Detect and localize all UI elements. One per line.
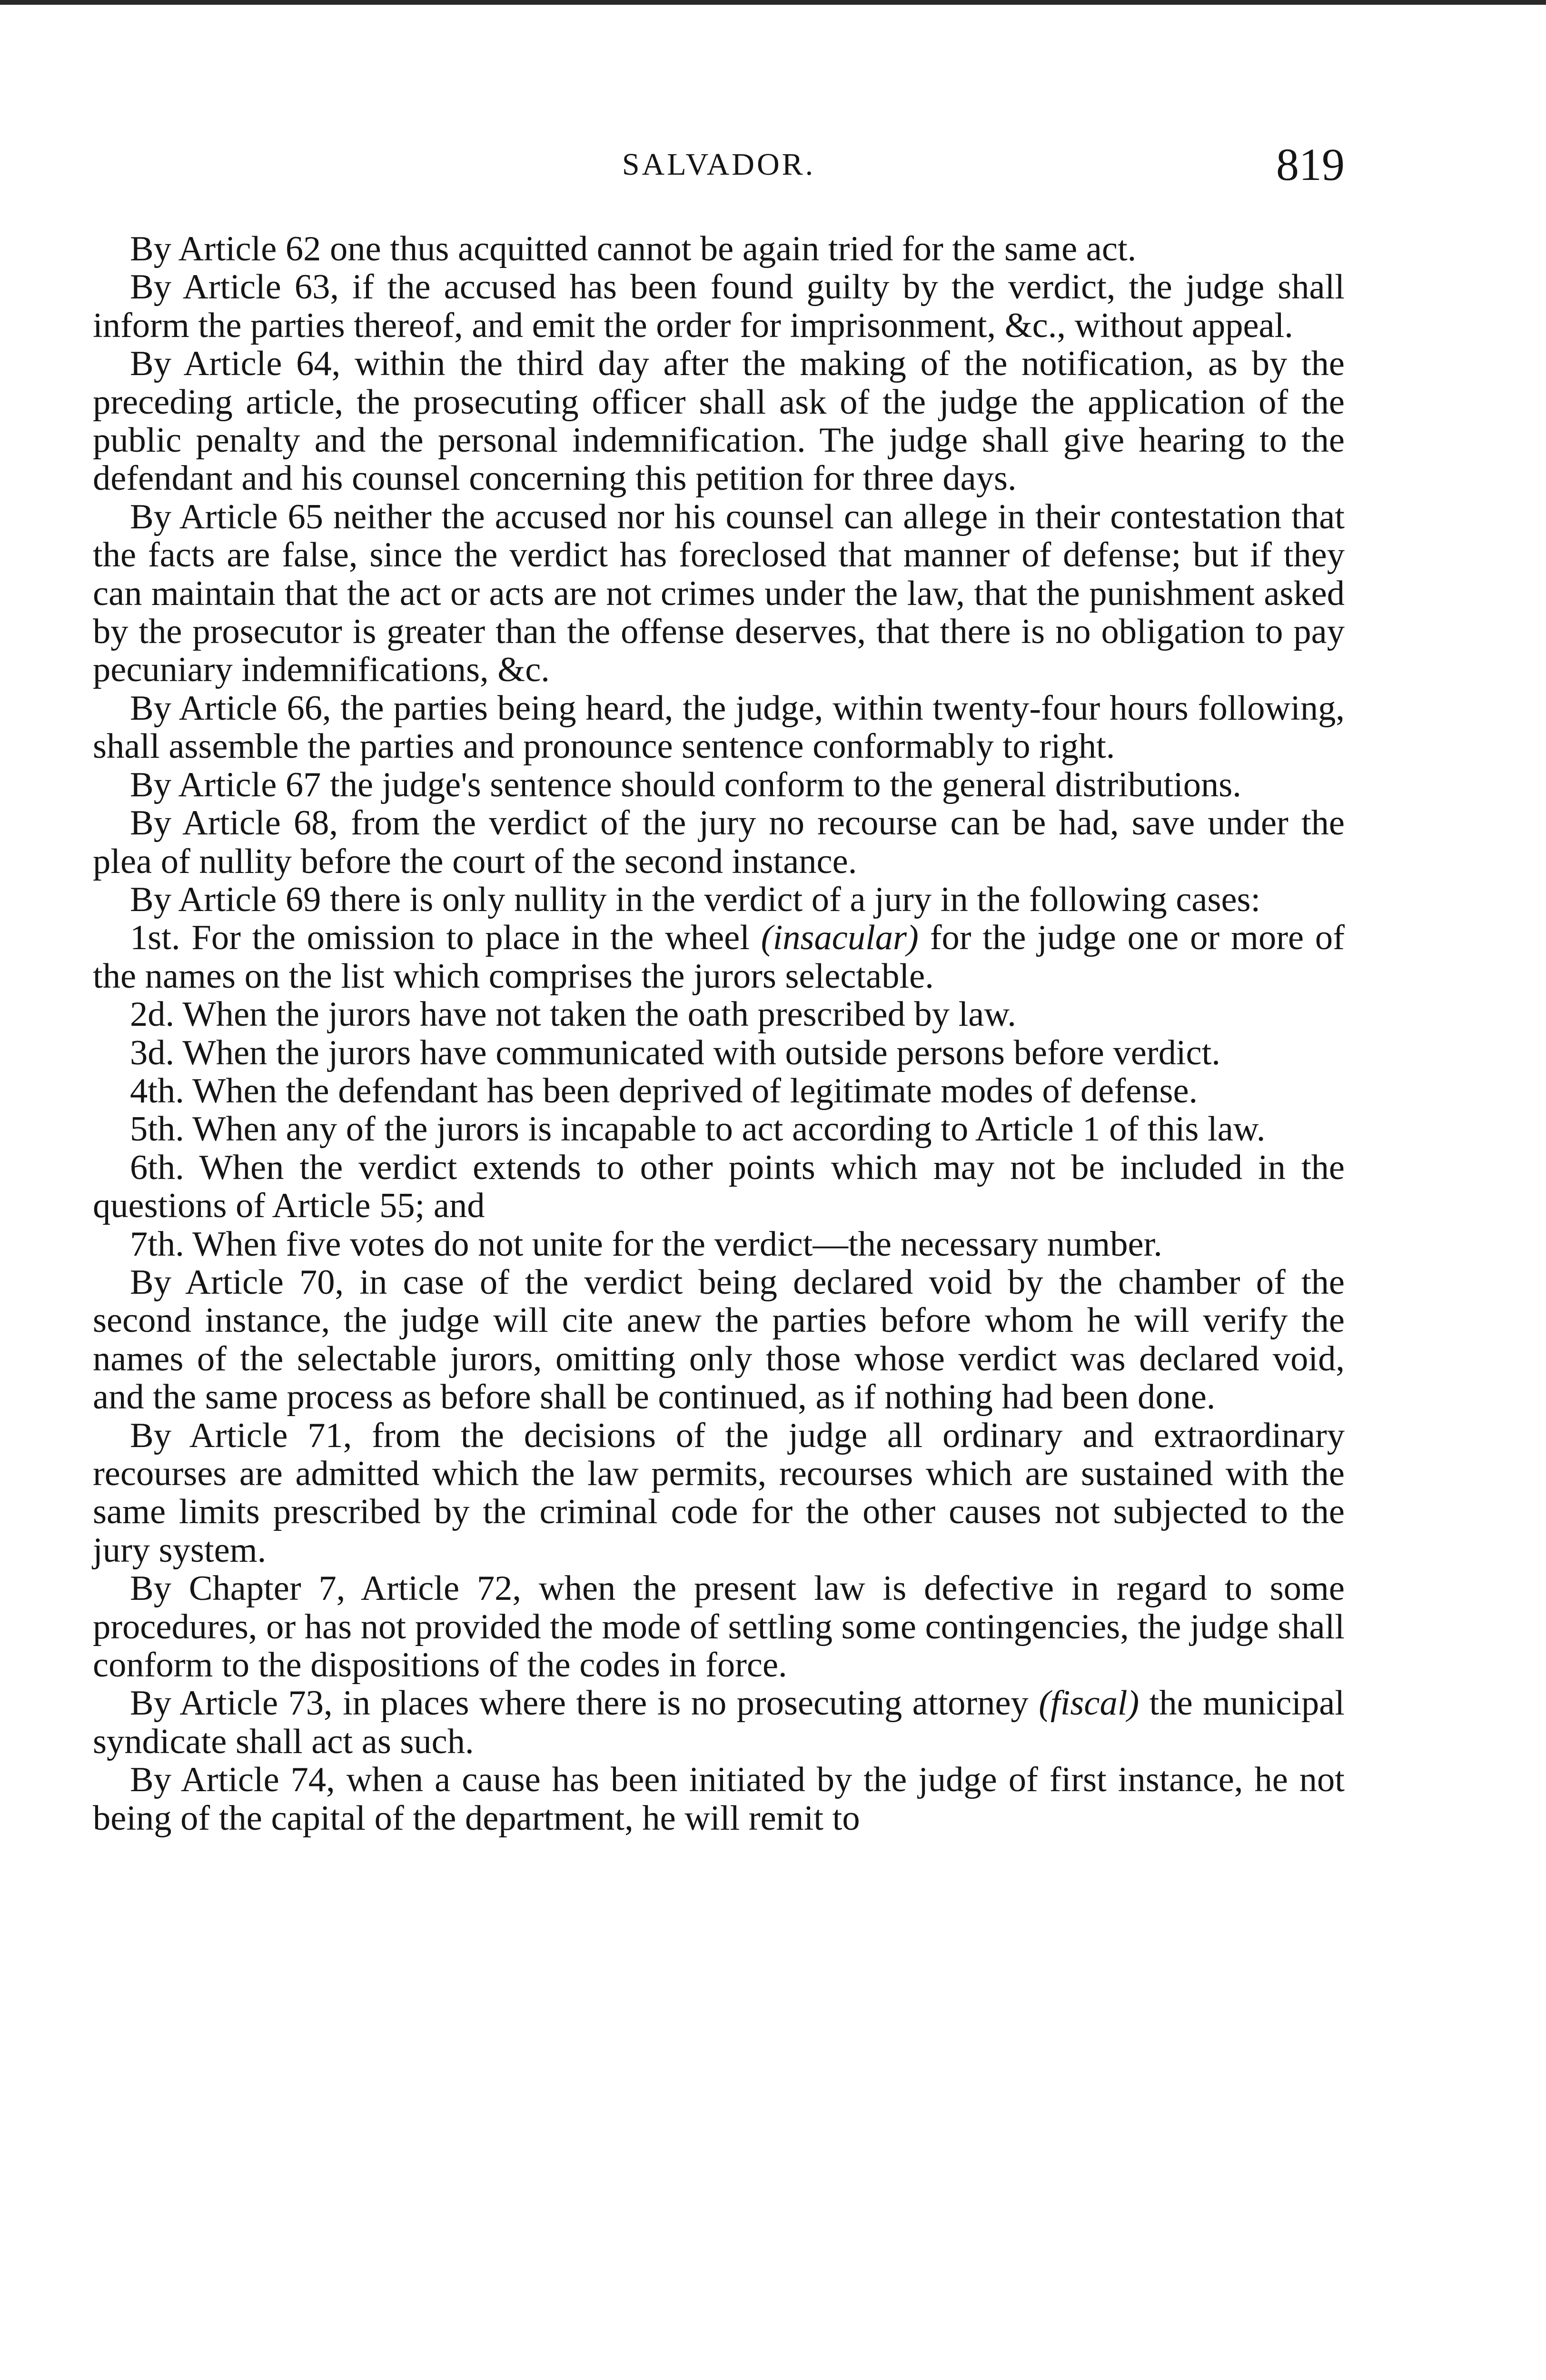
paragraph-article-65: By Article 65 neither the accused nor his counsel can allege in their contestation that the facts are false, since the verdict has foreclosed that manner of defense; but if they can maintain that the act or acts are not crimes under the law, that the punishment asked by the prosecutor is greater than the offense deserves, that there is no obligation to pay pecuniary indemnifications, &c. [93, 497, 1345, 690]
case-item-4: 4th. When the defendant has been deprived of legitimate modes of defense. [130, 1071, 1198, 1111]
case-item-1 [93, 919, 1345, 995]
article-73-before: By Article 73, in places where there is no prosecuting attorney [130, 1684, 1039, 1723]
case-item-7: 7th. When five votes do not unite for the verdict—the necessary number. [130, 1224, 1162, 1264]
article-73-after: the municipal syndicate shall act as such. [93, 1684, 1345, 1761]
case-item-1-before: 1st. For the omission to place in the wheel [130, 918, 761, 958]
paragraph-article-73 [93, 1684, 1345, 1761]
case-item-2: 2d. When the jurors have not taken the oath prescribed by law. [130, 995, 1016, 1034]
paragraph-article-67: By Article 67 the judge's sentence should conform to the general distributions. [130, 765, 1241, 804]
paragraph-article-66: By Article 66, the parties being heard, the judge, within twenty-four hours following, shall assemble the parties and pronounce sentence conformably to right. [93, 688, 1345, 766]
running-title: SALVADOR. [622, 147, 816, 182]
paragraph-article-68: By Article 68, from the verdict of the jury no recourse can be had, save under the plea of nullity before the court of the second instance. [93, 803, 1345, 881]
paragraph-article-64: By Article 64, within the third day after the making of the notification, as by the preceding article, the prosecuting officer shall ask of the judge the application of the public penalty and the personal indemnification. The judge shall give hearing to the defendant and his counsel concerning this petition for three days. [93, 344, 1345, 498]
page-number: 819 [1276, 139, 1345, 190]
paragraph-article-63: By Article 63, if the accused has been found guilty by the verdict, the judge shall inform the parties thereof, and emit the order for imprisonment, &c., without appeal. [93, 268, 1345, 345]
insacular-term: (insacular) [761, 918, 919, 958]
paragraph-article-69: By Article 69 there is only nullity in the verdict of a jury in the following cases: [130, 880, 1261, 919]
paragraph-article-71: By Article 71, from the decisions of the judge all ordinary and extraordinary recourses are admitted which the law permits, recourses which are sustained with the same limits prescribed by the criminal code for the other causes not subjected to the jury system. [93, 1416, 1345, 1570]
body-text [93, 230, 1345, 1837]
paragraph-article-62: By Article 62 one thus acquitted cannot be again tried for the same act. [130, 229, 1137, 268]
paragraph-article-74: By Article 74, when a cause has been initiated by the judge of first instance, he not being of the capital of the department, he will remit to [93, 1760, 1345, 1838]
case-item-1-after: for the judge one or more of the names on the list which comprises the jurors selectable. [93, 918, 1345, 996]
paragraph-article-72: By Chapter 7, Article 72, when the present law is defective in regard to some procedures, or has not provided the mode of settling some contingencies, the judge shall conform to the dispositions of the codes in force. [93, 1569, 1345, 1685]
case-item-6: 6th. When the verdict extends to other points which may not be included in the questions of Article 55; and [93, 1148, 1345, 1226]
case-item-3: 3d. When the jurors have communicated with outside persons before verdict. [130, 1033, 1220, 1072]
page-header [93, 138, 1345, 195]
paragraph-article-70: By Article 70, in case of the verdict being declared void by the chamber of the second instance, the judge will cite anew the parties before whom he will verify the names of the selectable jurors, omitting only those whose verdict was declared void, and the same process as before shall be continued, as if nothing had been done. [93, 1262, 1345, 1417]
case-item-5: 5th. When any of the jurors is incapable to act according to Article 1 of this law. [130, 1110, 1266, 1149]
top-border [0, 0, 1546, 5]
fiscal-term: (fiscal) [1039, 1684, 1140, 1723]
